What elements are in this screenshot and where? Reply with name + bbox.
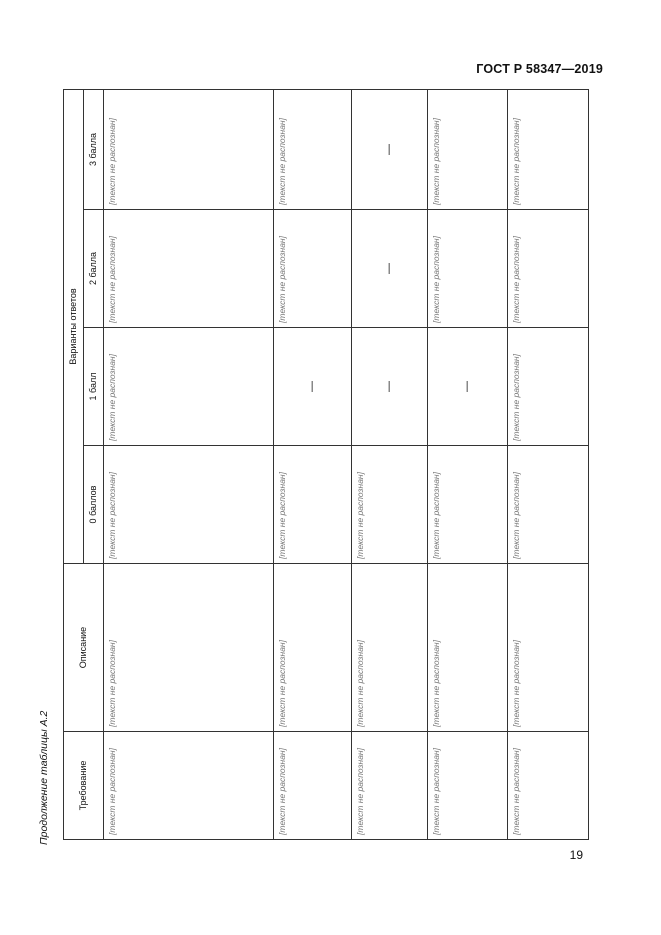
cell-score-1 [104, 328, 274, 446]
cell-score-3 [428, 89, 508, 209]
unreadable-text: [текст не распознан] [431, 236, 441, 323]
table-row [428, 89, 508, 839]
unreadable-text: [текст не распознан] [511, 236, 521, 323]
cell-score-3 [274, 89, 352, 209]
table-row [104, 89, 274, 839]
cell-description [274, 564, 352, 732]
cell-score-0 [274, 446, 352, 564]
dash-mark: — [306, 381, 318, 392]
cell-score-0 [428, 446, 508, 564]
cell-score-2 [508, 210, 589, 328]
cell-requirement [274, 732, 352, 840]
unreadable-text: [текст не распознан] [277, 748, 287, 835]
unreadable-text: [текст не распознан] [277, 118, 287, 205]
unreadable-text: [текст не распознан] [511, 640, 521, 727]
table-continuation-note: Продолжение таблицы А.2 [38, 710, 50, 845]
unreadable-text: [текст не распознан] [107, 748, 117, 835]
cell-requirement [104, 732, 274, 840]
unreadable-text: [текст не распознан] [107, 236, 117, 323]
unreadable-text: [текст не распознан] [511, 354, 521, 441]
cell-description [508, 564, 589, 732]
answers-table [63, 89, 589, 840]
cell-score-0 [508, 446, 589, 564]
cell-score-2 [104, 210, 274, 328]
cell-requirement [508, 732, 589, 840]
rotated-table-wrapper [63, 90, 588, 840]
dash-mark: — [461, 381, 473, 392]
unreadable-text: [текст не распознан] [107, 118, 117, 205]
unreadable-text: [текст не распознан] [511, 472, 521, 559]
cell-score-3 [352, 89, 428, 209]
unreadable-text: [текст не распознан] [107, 472, 117, 559]
page-number: 19 [569, 848, 583, 862]
cell-score-0 [352, 446, 428, 564]
header-answer-options: Варианты ответов [64, 89, 84, 563]
cell-description [352, 564, 428, 732]
unreadable-text: [текст не распознан] [431, 748, 441, 835]
cell-score-3 [104, 89, 274, 209]
cell-score-2 [274, 210, 352, 328]
header-score-2: 2 балла [84, 210, 104, 328]
unreadable-text: [текст не распознан] [355, 640, 365, 727]
unreadable-text: [текст не распознан] [277, 640, 287, 727]
cell-requirement [428, 732, 508, 840]
unreadable-text: [текст не распознан] [431, 118, 441, 205]
cell-score-1 [352, 328, 428, 446]
cell-score-2 [428, 210, 508, 328]
standard-code: ГОСТ Р 58347—2019 [476, 62, 603, 76]
header-requirement: Требование [64, 732, 104, 840]
cell-score-1 [428, 328, 508, 446]
unreadable-text: [текст не распознан] [355, 472, 365, 559]
unreadable-text: [текст не распознан] [511, 748, 521, 835]
cell-score-1 [508, 328, 589, 446]
table-row [274, 89, 352, 839]
unreadable-text: [текст не распознан] [431, 640, 441, 727]
table-row [508, 89, 589, 839]
header-score-1: 1 балл [84, 328, 104, 446]
dash-mark: — [383, 381, 395, 392]
unreadable-text: [текст не распознан] [107, 354, 117, 441]
cell-score-3 [508, 89, 589, 209]
unreadable-text: [текст не распознан] [355, 748, 365, 835]
unreadable-text: [текст не распознан] [431, 472, 441, 559]
unreadable-text: [текст не распознан] [107, 640, 117, 727]
dash-mark: — [383, 263, 395, 274]
header-score-0: 0 баллов [84, 446, 104, 564]
dash-mark: — [383, 143, 395, 155]
table-row [352, 89, 428, 839]
cell-requirement [352, 732, 428, 840]
cell-description [104, 564, 274, 732]
cell-description [428, 564, 508, 732]
header-description: Описание [64, 564, 104, 732]
cell-score-0 [104, 446, 274, 564]
unreadable-text: [текст не распознан] [277, 472, 287, 559]
unreadable-text: [текст не распознан] [277, 236, 287, 323]
cell-score-2 [352, 210, 428, 328]
unreadable-text: [текст не распознан] [511, 118, 521, 205]
header-score-3: 3 балла [84, 89, 104, 209]
cell-score-1 [274, 328, 352, 446]
